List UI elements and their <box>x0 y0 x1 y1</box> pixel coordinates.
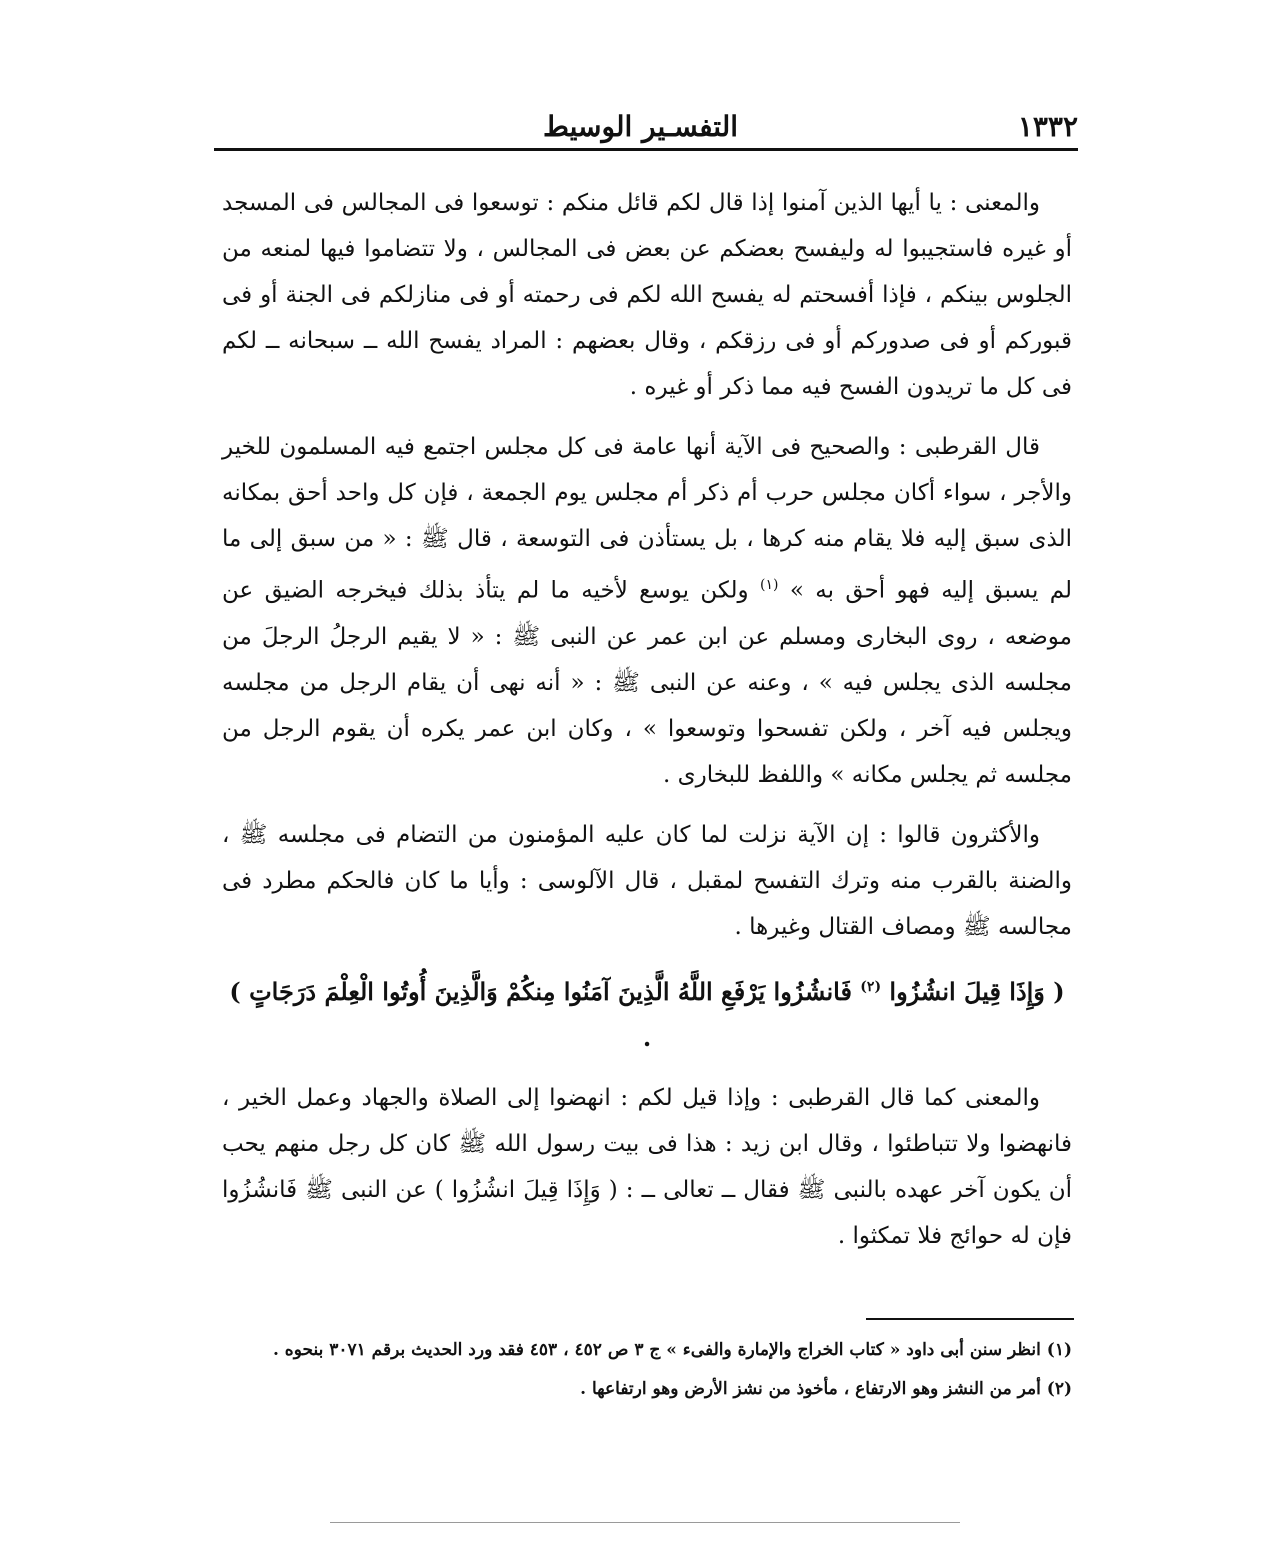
main-text <box>222 180 1072 1273</box>
paragraph-qurtubi-part-2: ولكن يوسع لأخيه ما لم يتأذ بذلك فيخرجه الضيق عن موضعه ، روى البخارى ومسلم عن ابن عمر عن النبى ﷺ : « لا يقيم الرجلُ الرجلَ من مجلسه الذى يجلس فيه » ، وعنه عن النبى ﷺ : « أنه نهى أن يقام الرجل من مجلسه ويجلس فيه آخر ، ولكن تفسحوا وتوسعوا » ، وكان ابن عمر يكره أن يقوم الرجل من مجلسه ثم يجلس مكانه » واللفظ للبخارى . <box>222 577 1072 788</box>
paragraph-qurtubi-part-1: قال القرطبى : والصحيح فى الآية أنها عامة فى كل مجلس اجتمع فيه المسلمون للخير والأجر ، سواء أكان مجلس حرب أم ذكر أم مجلس يوم الجمعة ، فإن كل واحد أحق بمكانه الذى سبق إليه فلا يقام منه كرها ، بل يستأذن فى التوسعة ، قال ﷺ : « من سبق إلى ما لم يسبق إليه فهو أحق به » <box>222 434 1073 604</box>
footnote-2: (٢) أمر من النشز وهو الارتفاع ، مأخوذ من نشز الأرض وهو ارتفاعها . <box>580 1379 1072 1399</box>
footnote-rule <box>866 1318 1074 1320</box>
footnotes <box>222 1334 1072 1412</box>
bottom-rule <box>330 1522 960 1523</box>
paragraph-meaning-1: والمعنى : يا أيها الذين آمنوا إذا قال لكم قائل منكم : توسعوا فى المجالس فى المسجد أو غيره فاستجيبوا له وليفسح بعضكم عن بعض فى المجالس ، ولا تتضاموا فيها لمنعه من الجلوس بينكم ، فإذا أفسحتم له يفسح الله لكم فى رحمته أو فى منازلكم فى الجنة أو فى قبوركم أو فى صدوركم أو فى رزقكم ، وقال بعضهم : المراد يفسح الله ــ سبحانه ــ لكم فى كل ما تريدون الفسح فيه مما ذكر أو غيره . <box>222 190 1072 400</box>
running-title: التفسـير الوسيط <box>542 110 738 143</box>
page-header <box>218 110 1078 144</box>
quran-verse <box>222 964 1072 1061</box>
paragraph-meaning-2: والمعنى كما قال القرطبى : وإذا قيل لكم : انهضوا إلى الصلاة والجهاد وعمل الخير ، فانهضوا ولا تتباطئوا ، وقال ابن زيد : هذا فى بيت رسول الله ﷺ كان كل رجل منهم يحب أن يكون آخر عهده بالنبى ﷺ فقال ــ تعالى ــ : ( وَإِذَا قِيلَ انشُزُوا ) عن النبى ﷺ فَانشُزُوا فإن له حوائج فلا تمكثوا . <box>222 1084 1072 1249</box>
page-number: ١٣٣٢ <box>1017 110 1078 143</box>
paragraph-qurtubi <box>222 424 1072 798</box>
footnote-ref-2: (٢) <box>860 978 882 995</box>
footnote-ref-1: (١) <box>760 577 779 593</box>
header-rule <box>214 148 1078 151</box>
quran-verse-part-2: فَانشُزُوا يَرْفَعِ اللَّهُ الَّذِينَ آمَنُوا مِنكُمْ وَالَّذِينَ أُوتُوا الْعِلْمَ دَرَجَاتٍ ) . <box>229 976 852 1052</box>
quran-verse-part-1: ( وَإِذَا قِيلَ انشُزُوا <box>889 976 1065 1006</box>
paragraph-majority: والأكثرون قالوا : إن الآية نزلت لما كان عليه المؤمنون من التضام فى مجلسه ﷺ ، والضنة بالقرب منه وترك التفسح لمقبل ، قال الآلوسى : وأيا ما كان فالحكم مطرد فى مجالسه ﷺ ومصاف القتال وغيرها . <box>222 821 1072 940</box>
footnote-1: (١) انظر سنن أبى داود « كتاب الخراج والإمارة والفىء » ج ٣ ص ٤٥٢ ، ٤٥٣ فقد ورد الحديث برقم ٣٠٧١ بنحوه . <box>272 1340 1072 1360</box>
